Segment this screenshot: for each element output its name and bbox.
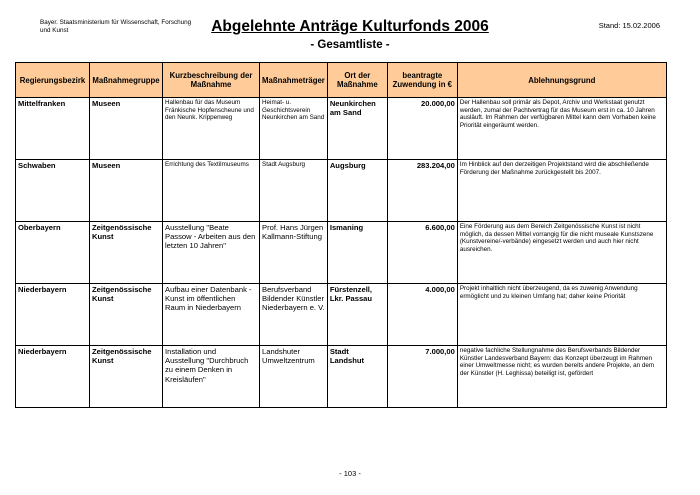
table-row [16, 284, 667, 346]
col-header-grund: Ablehnungsgrund [457, 63, 666, 98]
cell-gruppe: Museen [90, 160, 163, 222]
cell-beschreibung: Aufbau einer Datenbank - Kunst im öffentlichen Raum in Niederbayern [163, 284, 260, 346]
document-subtitle: - Gesamtliste - [310, 39, 390, 51]
cell-traeger: Berufsverband Bildender Künstler Niederbayern e. V. [260, 284, 328, 346]
cell-traeger: Stadt Augsburg [260, 160, 328, 222]
cell-gruppe: Zeitgenössische Kunst [90, 346, 163, 408]
applications-table [15, 62, 667, 408]
cell-bezirk: Schwaben [16, 160, 90, 222]
cell-grund: negative fachliche Stellungnahme des Berufsverbands Bildender Künstler Landesverband Bayern: das Konzept überzeugt im Rahmen einer Umweltmesse nicht; es wurden bereits andere Projekte, an dem der Künstler (H. Leghissa) beteiligt ist, gefördert [457, 346, 666, 408]
cell-gruppe: Zeitgenössische Kunst [90, 284, 163, 346]
cell-bezirk: Mittelfranken [16, 98, 90, 160]
table-row [16, 98, 667, 160]
cell-grund: Eine Förderung aus dem Bereich Zeitgenössische Kunst ist nicht möglich, da dessen Mittel vorrangig für die nicht museale Kunstszene (Kunstvereine/-verbände) eingesetzt werden und auch hier nicht ausreichen. [457, 222, 666, 284]
cell-ort: Neunkirchen am Sand [327, 98, 387, 160]
ministry-name: Bayer. Staatsministerium für Wissenschaft, Forschung und Kunst [40, 19, 192, 34]
cell-betrag: 6.600,00 [387, 222, 457, 284]
cell-gruppe: Zeitgenössische Kunst [90, 222, 163, 284]
cell-bezirk: Oberbayern [16, 222, 90, 284]
page-number: - 103 - [339, 469, 361, 478]
date-stamp: Stand: 15.02.2006 [598, 21, 660, 30]
cell-traeger: Prof. Hans Jürgen Kallmann-Stiftung [260, 222, 328, 284]
document-title: Abgelehnte Anträge Kulturfonds 2006 [211, 18, 489, 35]
col-header-beschreibung: Kurzbeschreibung der Maßnahme [163, 63, 260, 98]
cell-ort: Augsburg [327, 160, 387, 222]
cell-traeger: Landshuter Umweltzentrum [260, 346, 328, 408]
cell-beschreibung: Errichtung des Textilmuseums [163, 160, 260, 222]
col-header-traeger: Maßnahmeträger [260, 63, 328, 98]
cell-betrag: 7.000,00 [387, 346, 457, 408]
cell-betrag: 283.204,00 [387, 160, 457, 222]
cell-betrag: 4.000,00 [387, 284, 457, 346]
cell-grund: Projekt inhaltlich nicht überzeugend, da es zuwenig Anwendung ermöglicht und zu kleinen Umfang hat; daher keine Priorität [457, 284, 666, 346]
col-header-ort: Ort der Maßnahme [327, 63, 387, 98]
cell-bezirk: Niederbayern [16, 346, 90, 408]
col-header-bezirk: Regierungsbezirk [16, 63, 90, 98]
table-row [16, 346, 667, 408]
cell-beschreibung: Installation und Ausstellung "Durchbruch zu einem Denken in Kreisläufen" [163, 346, 260, 408]
cell-grund: Im Hinblick auf den derzeitigen Projektstand wird die abschließende Förderung der Maßnahme zurückgestellt bis 2007. [457, 160, 666, 222]
cell-gruppe: Museen [90, 98, 163, 160]
cell-ort: Fürstenzell, Lkr. Passau [327, 284, 387, 346]
cell-beschreibung: Ausstellung "Beate Passow - Arbeiten aus den letzten 10 Jahren" [163, 222, 260, 284]
table-row [16, 222, 667, 284]
cell-bezirk: Niederbayern [16, 284, 90, 346]
cell-grund: Der Hallenbau soll primär als Depot, Archiv und Werkstaat genutzt werden, zumal der Pachtvertrag für das Museum erst in ca. 10 Jahren ausläuft. Im Rahmen der verfügbaren Mittel kann dem Vorhaben keine Priorität eingeräumt werden. [457, 98, 666, 160]
table-row [16, 160, 667, 222]
col-header-betrag: beantragte Zuwendung in € [387, 63, 457, 98]
cell-betrag: 20.000,00 [387, 98, 457, 160]
cell-ort: Stadt Landshut [327, 346, 387, 408]
col-header-gruppe: Maßnahmegruppe [90, 63, 163, 98]
cell-beschreibung: Hallenbau für das Museum Fränkische Hopfenscheune und den Neunk. Krippenweg [163, 98, 260, 160]
cell-ort: Ismaning [327, 222, 387, 284]
table-header-row [16, 63, 667, 98]
cell-traeger: Heimat- u. Geschichtsverein Neunkirchen am Sand [260, 98, 328, 160]
